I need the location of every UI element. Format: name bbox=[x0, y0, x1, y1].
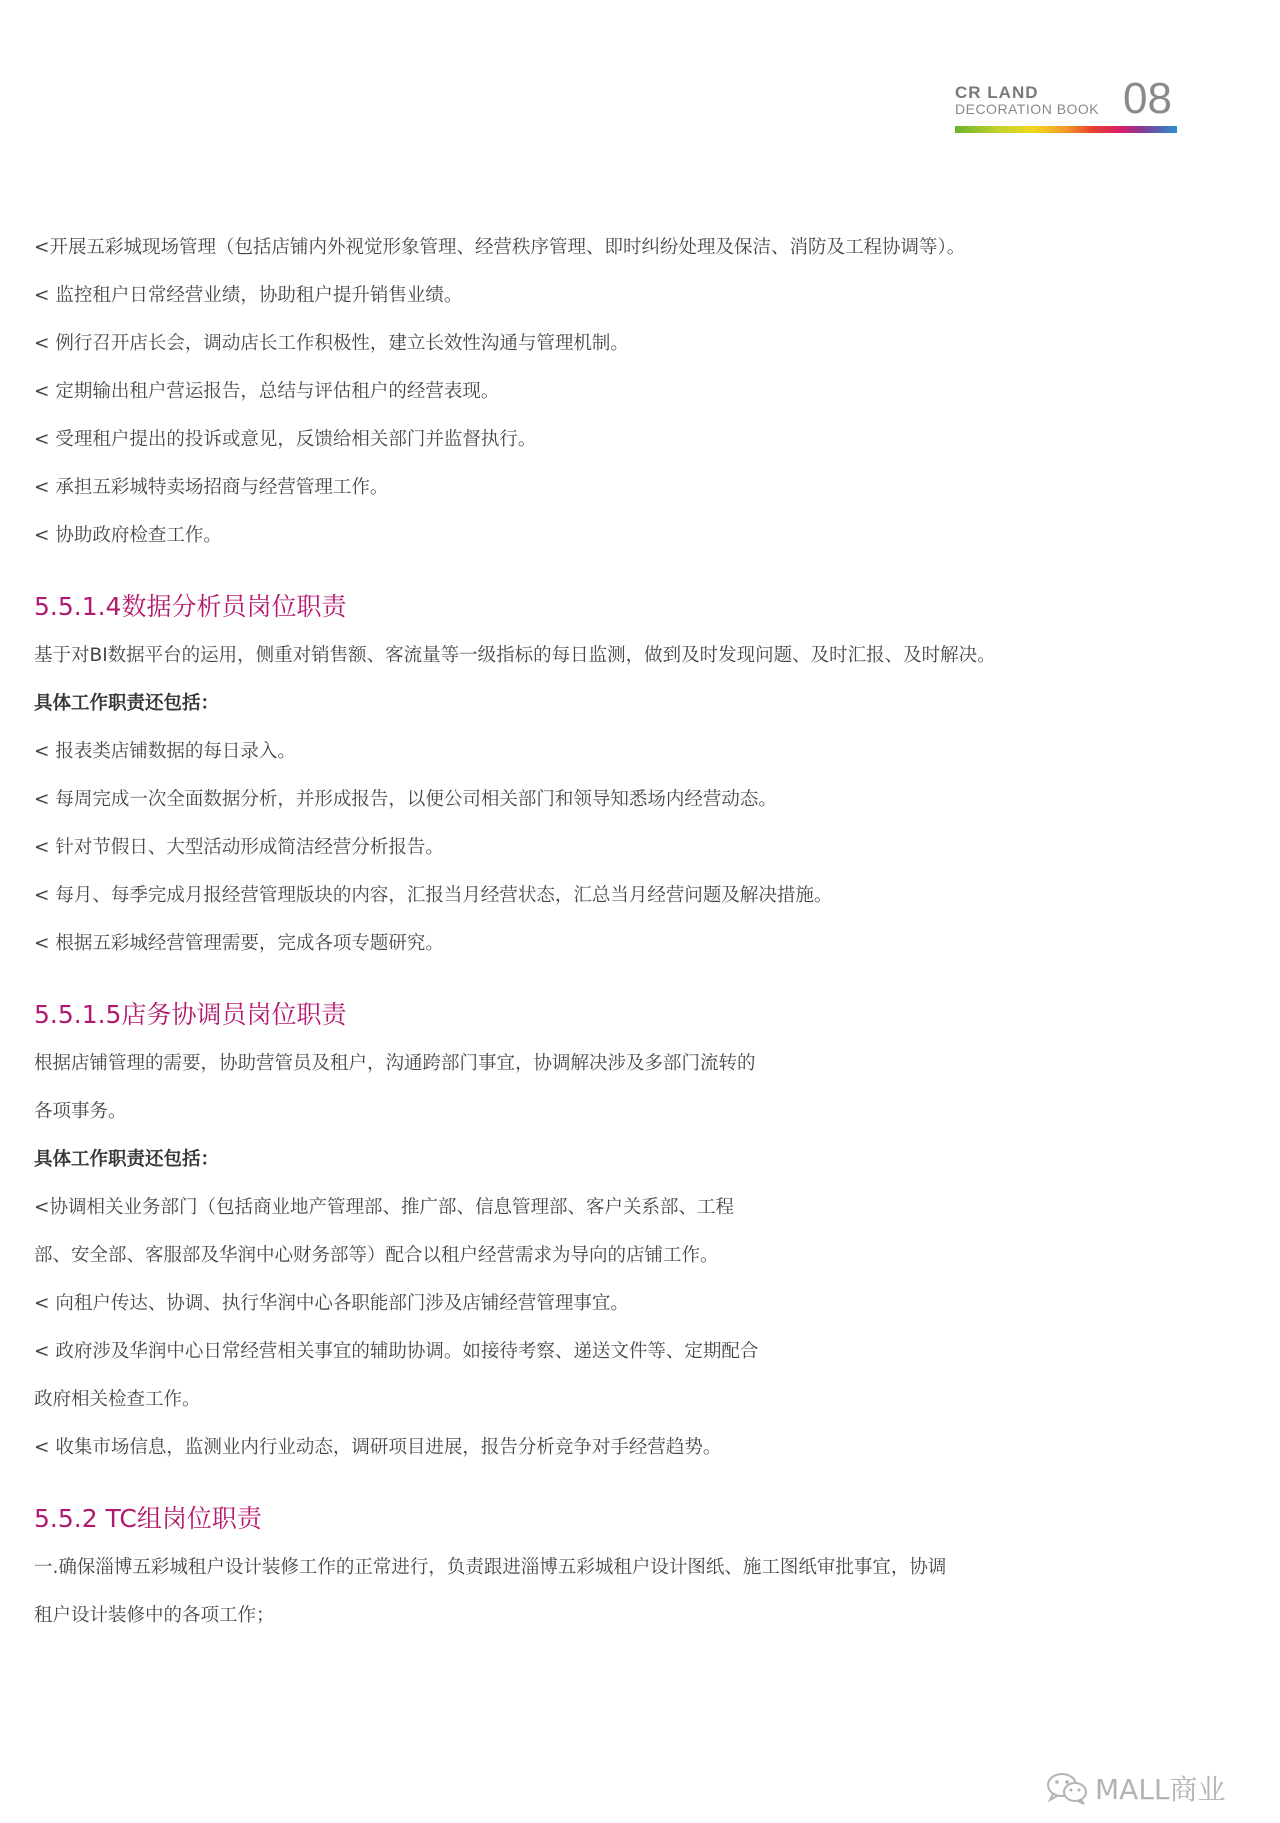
brand-logo bbox=[955, 74, 1180, 138]
list-item: <开展五彩城现场管理（包括店铺内外视觉形象管理、经营秩序管理、即时纠纷处理及保洁、消防及工程协调等）。 bbox=[34, 237, 966, 258]
section-subheading: 具体工作职责还包括： bbox=[34, 693, 220, 714]
section-heading: 5.5.1.4数据分析员岗位职责 bbox=[34, 592, 347, 621]
list-item: <协调相关业务部门（包括商业地产管理部、推广部、信息管理部、客户关系部、工程 bbox=[34, 1197, 735, 1218]
list-item: < 报表类店铺数据的每日录入。 bbox=[34, 741, 296, 762]
list-item: < 收集市场信息，监测业内行业动态，调研项目进展，报告分析竞争对手经营趋势。 bbox=[34, 1437, 722, 1458]
section-heading: 5.5.2 TC组岗位职责 bbox=[34, 1504, 262, 1533]
brand-subtitle: DECORATION BOOK bbox=[955, 101, 1100, 117]
section-intro: 根据店铺管理的需要，协助营管员及租户，沟通跨部门事宜，协调解决涉及多部门流转的 bbox=[34, 1053, 756, 1074]
list-item: < 根据五彩城经营管理需要，完成各项专题研究。 bbox=[34, 933, 444, 954]
section-store-coordinator bbox=[34, 990, 1184, 1472]
section-tc-group bbox=[34, 1494, 1184, 1640]
brand-title: CR LAND bbox=[955, 83, 1039, 102]
list-item: 一.确保淄博五彩城租户设计装修工作的正常进行，负责跟进淄博五彩城租户设计图纸、施工图纸审批事宜，协调 bbox=[34, 1557, 947, 1578]
section-intro: 各项事务。 bbox=[34, 1101, 127, 1122]
section-heading: 5.5.1.5店务协调员岗位职责 bbox=[34, 1000, 347, 1029]
page-number: 08 bbox=[1123, 74, 1172, 123]
list-item: < 政府涉及华润中心日常经营相关事宜的辅助协调。如接待考察、递送文件等、定期配合 bbox=[34, 1341, 759, 1362]
list-item: 政府相关检查工作。 bbox=[34, 1389, 201, 1410]
section-data-analyst bbox=[34, 582, 1184, 968]
rainbow-bar bbox=[955, 126, 1177, 133]
document-body bbox=[34, 224, 1184, 1640]
list-item: < 监控租户日常经营业绩，协助租户提升销售业绩。 bbox=[34, 285, 463, 306]
list-item: < 针对节假日、大型活动形成简洁经营分析报告。 bbox=[34, 837, 444, 858]
list-item: < 每月、每季完成月报经营管理版块的内容，汇报当月经营状态，汇总当月经营问题及解决措施。 bbox=[34, 885, 833, 906]
list-item: < 定期输出租户营运报告，总结与评估租户的经营表现。 bbox=[34, 381, 500, 402]
intro-list bbox=[34, 224, 1184, 560]
list-item: 租户设计装修中的各项工作； bbox=[34, 1605, 275, 1626]
list-item: < 受理租户提出的投诉或意见，反馈给相关部门并监督执行。 bbox=[34, 429, 537, 450]
list-item: 部、安全部、客服部及华润中心财务部等）配合以租户经营需求为导向的店铺工作。 bbox=[34, 1245, 719, 1266]
list-item: < 向租户传达、协调、执行华润中心各职能部门涉及店铺经营管理事宜。 bbox=[34, 1293, 629, 1314]
list-item: < 例行召开店长会，调动店长工作积极性，建立长效性沟通与管理机制。 bbox=[34, 333, 629, 354]
section-subheading: 具体工作职责还包括： bbox=[34, 1149, 220, 1170]
watermark-text: MALL商业 bbox=[1095, 1773, 1226, 1806]
list-item: < 协助政府检查工作。 bbox=[34, 525, 222, 546]
wechat-icon bbox=[1045, 1771, 1089, 1805]
section-intro: 基于对BI数据平台的运用，侧重对销售额、客流量等一级指标的每日监测，做到及时发现问题、及时汇报、及时解决。 bbox=[34, 645, 996, 666]
list-item: < 每周完成一次全面数据分析，并形成报告，以便公司相关部门和领导知悉场内经营动态。 bbox=[34, 789, 777, 810]
watermark bbox=[1045, 1768, 1226, 1808]
list-item: < 承担五彩城特卖场招商与经营管理工作。 bbox=[34, 477, 389, 498]
